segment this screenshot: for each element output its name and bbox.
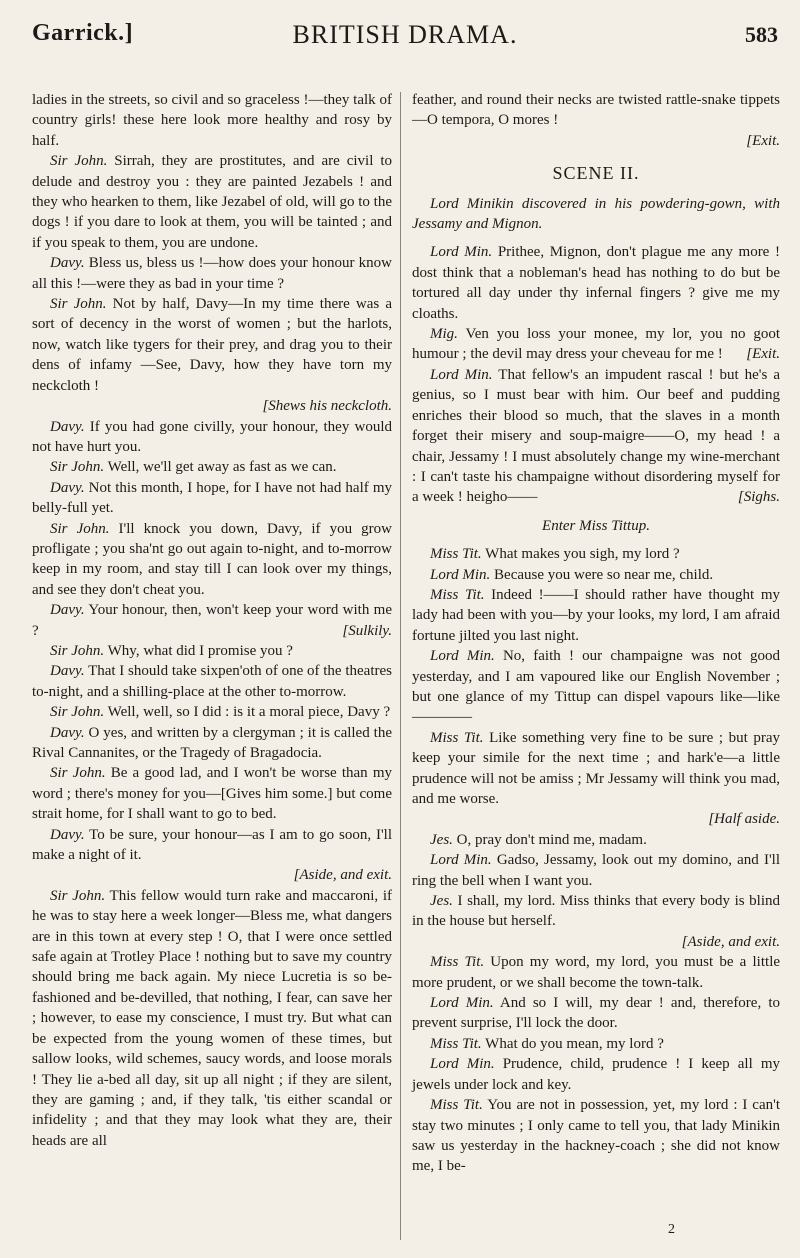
speech-text: Indeed !——I should rather have thought my lady had been with you—by your looks, my lord, I am afraid fortune jilted you last night.: [412, 586, 780, 644]
speech-text: Gadso, Jessamy, look out my domino, and I'll ring the bell when I want you.: [412, 852, 780, 889]
speaker-name: Lord Min.: [430, 244, 493, 261]
speech: [32, 90, 392, 151]
speaker-name: Sir John.: [50, 459, 105, 476]
speaker-name: Lord Min.: [430, 648, 495, 665]
speech-text: Like something very fine to be sure ; but pray keep your simile for the next time ; and hark'e—a little prudence will not be amiss ; Mr Jessamy will think you mad, and me worse.: [412, 729, 781, 807]
speech-text: And so I will, my dear ! and, therefore, to prevent surprise, I'll lock the door.: [412, 995, 780, 1032]
speech-text: Your honour, then, won't keep your word with me ?: [32, 602, 392, 639]
speech: [32, 723, 392, 764]
speaker-name: Sir John.: [50, 296, 107, 313]
speech: [412, 1095, 780, 1177]
speech: [412, 324, 780, 365]
speech: [412, 952, 780, 993]
speech: [412, 565, 780, 585]
stage-direction: [Aside, and exit.: [293, 867, 392, 884]
speaker-name: Lord Min.: [430, 1056, 495, 1073]
speech: [32, 661, 392, 702]
speaker-name: Jes.: [430, 831, 453, 848]
speaker-name: Davy.: [50, 418, 85, 435]
right-column: [412, 90, 780, 1177]
speech-text: To be sure, your honour—as I am to go soon, I'll make a night of it.: [32, 826, 392, 864]
speech-text: Not this month, I hope, for I have not had half my belly-full yet.: [32, 479, 392, 517]
speech: [412, 1054, 780, 1095]
signature-mark: 2: [668, 1222, 675, 1237]
speaker-name: Miss Tit.: [430, 1035, 482, 1052]
speaker-name: Lord Min.: [430, 566, 491, 583]
speech-text: I'll knock you down, Davy, if you grow profligate ; you sha'nt go out again to-night, and to-morrow keep in my room, and stay till I can look over my things, and see they don't cheat you.: [32, 520, 392, 598]
speech: [32, 294, 392, 396]
column-divider: [400, 92, 401, 1240]
speech-text: Well, we'll get away as fast as we can.: [104, 459, 337, 476]
speaker-name: Miss Tit.: [430, 954, 485, 971]
speech-text: Because you were so near me, child.: [490, 566, 714, 583]
speaker-name: Miss Tit.: [430, 1097, 483, 1114]
speech: [32, 886, 392, 1151]
speech-text: Upon my word, my lord, you must be a little more prudent, or we shall become the town-talk.: [412, 954, 781, 991]
speech: [412, 728, 780, 810]
speech: [412, 242, 780, 324]
speaker-name: Davy.: [50, 724, 85, 741]
entrance-direction: Enter Miss Tittup.: [542, 517, 650, 534]
speech: [32, 478, 392, 519]
speech-text: ladies in the streets, so civil and so graceless !—they talk of country girls! these here look more healthy and rosy by half.: [32, 92, 392, 149]
speaker-name: Sir John.: [50, 153, 108, 170]
speaker-name: Miss Tit.: [430, 586, 485, 603]
speech: [412, 90, 780, 131]
speech-text: Prithee, Mignon, don't plague me any more ! dost think that a nobleman's head has nothing to do but be tortured all day under thy infernal fingers ? give me my cloaths.: [412, 244, 780, 322]
left-column: [32, 90, 392, 1151]
header-title: BRITISH DRAMA.: [292, 20, 518, 49]
speech: [412, 585, 780, 646]
speech-text: Prudence, child, prudence ! I keep all my jewels under lock and key.: [412, 1056, 780, 1093]
speech-text: Well, well, so I did : is it a moral piece, Davy ?: [104, 704, 391, 721]
speech: [32, 641, 392, 661]
speech-text: What makes you sigh, my lord ?: [481, 546, 680, 563]
speech: [32, 519, 392, 601]
speech: [412, 544, 780, 564]
speaker-name: Miss Tit.: [430, 546, 482, 563]
speech: [412, 850, 780, 891]
speech: [412, 1034, 780, 1054]
speaker-name: Davy.: [50, 255, 85, 272]
speaker-name: Davy.: [50, 663, 85, 680]
scene-heading: SCENE II.: [552, 163, 640, 184]
stage-direction: [Exit.: [746, 132, 780, 149]
speech: [412, 365, 780, 508]
speaker-name: Jes.: [430, 893, 453, 910]
speaker-name: Sir John.: [50, 765, 106, 782]
page-number: 583: [745, 22, 778, 47]
speech: [32, 763, 392, 824]
speech-text: Ven you loss your monee, my lor, you no goot humour ; the devil may dress your cheveau for me !: [412, 326, 780, 363]
inline-stage-direction: [Exit.: [746, 346, 780, 363]
speech-text: Why, what did I promise you ?: [104, 642, 293, 659]
speech-text: What do you mean, my lord ?: [481, 1035, 664, 1052]
speech: [32, 253, 392, 294]
speech-text: Be a good lad, and I won't be worse than my word ; there's money for you—[Gives him some.] but come strait home, for I shall want to go to bed.: [32, 765, 392, 823]
inline-stage-direction: [Sulkily.: [342, 622, 392, 639]
speech: [32, 825, 392, 866]
speech: [32, 457, 392, 477]
speech-text: Not by half, Davy—In my time there was a sort of decency in the worst of women ; but the harlots, now, watch like tygers for their prey, and drag you to their dens of infamy —See, Davy, how they have torn my neckcloth !: [32, 296, 392, 394]
header-author: Garrick.]: [32, 20, 134, 46]
speaker-name: Davy.: [50, 826, 85, 843]
speech-text: If you had gone civilly, your honour, they would not have hurt you.: [32, 418, 392, 455]
speaker-name: Davy.: [50, 479, 85, 496]
speaker-name: Miss Tit.: [430, 729, 484, 746]
speaker-name: Lord Min.: [430, 995, 494, 1012]
speech: [32, 151, 392, 253]
speech-text: Bless us, bless us !—how does your honour know all this !—were they as bad in your time ?: [32, 255, 392, 292]
speech-text: Sirrah, they are prostitutes, and are civil to delude and destroy you : they are painted Jezabels ! and they who hearken to them, like Jezabel of old, will go to the dogs ! if you dare to look at them, you will be tainted ; and if you speak to them, you are undone.: [32, 153, 392, 251]
speaker-name: Lord Min.: [430, 366, 493, 383]
stage-description: Lord Minikin discovered in his powdering-gown, with Jessamy and Mignon.: [412, 195, 780, 233]
speaker-name: Lord Min.: [430, 852, 492, 869]
stage-direction: [Aside, and exit.: [681, 933, 780, 950]
running-header: [32, 14, 778, 54]
speech: [412, 646, 780, 728]
speech-text: This fellow would turn rake and maccaroni, if he was to stay here a week longer—Bless me, what dangers are in this town at every step ! O, that I were once settled safe again at Trotley Place ! nothing but to save my country should bring me back again. My niece Lucretia is so be-fashioned and be-devilled, that nothing, I fear, can save her ; however, to ease my conscience, I must try. But what can be expected from the young women of these times, but sallow looks, wild schemes, saucy words, and loose morals ! They lie a-bed all day, sit up all night ; if they are silent, they are gaming ; and, if they talk, 'tis either scandal or infidelity ; and that they may look what they are, their heads are all: [32, 887, 392, 1149]
speech: [412, 830, 780, 850]
speech-text: O, pray don't mind me, madam.: [452, 831, 647, 848]
speech: [32, 600, 392, 641]
speech-text: O yes, and written by a clergyman ; it is called the Rival Cannanites, or the Tragedy of Bragadocia.: [32, 724, 392, 761]
speech: [32, 417, 392, 458]
stage-direction: [Half aside.: [708, 811, 780, 828]
inline-stage-direction: [Sighs.: [737, 489, 780, 506]
speech-text: I shall, my lord. Miss thinks that every body is blind in the house but herself.: [412, 893, 780, 930]
speaker-name: Sir John.: [50, 520, 110, 537]
speech-text: feather, and round their necks are twisted rattle-snake tippets—O tempora, O mores !: [412, 92, 780, 129]
speaker-name: Sir John.: [50, 704, 105, 721]
speech: [32, 702, 392, 722]
speech-text: That fellow's an impudent rascal ! but he's a genius, so I must bear with him. Our beef and pudding enriches their blood so much, that the slaves in a month forget their misery and soup-maigre——O, my head ! a chair, Jessamy ! I must absolutely change my wine-merchant : I can't taste his champaigne without disordering myself for a week ! heigho——: [412, 366, 780, 506]
stage-direction: [Shews his neckcloth.: [262, 398, 392, 415]
speech: [412, 891, 780, 932]
speaker-name: Mig.: [430, 326, 458, 343]
speech-text: No, faith ! our champaigne was not good yesterday, and I am vapoured like our English November ; but one glance of my Tittup can dispel vapours like—like————: [412, 648, 780, 726]
speech: [412, 993, 780, 1034]
speaker-name: Sir John.: [50, 887, 106, 904]
speech-text: That I should take sixpen'oth of one of the theatres to-night, and a shilling-place at the other to-morrow.: [32, 663, 392, 700]
speaker-name: Davy.: [50, 602, 85, 619]
speech-text: You are not in possession, yet, my lord : I can't stay two minutes ; I only came to tell you, that lady Minikin saw us yesterday in the hackney-coach ; she did not know me, I be-: [412, 1097, 780, 1175]
speaker-name: Sir John.: [50, 642, 105, 659]
